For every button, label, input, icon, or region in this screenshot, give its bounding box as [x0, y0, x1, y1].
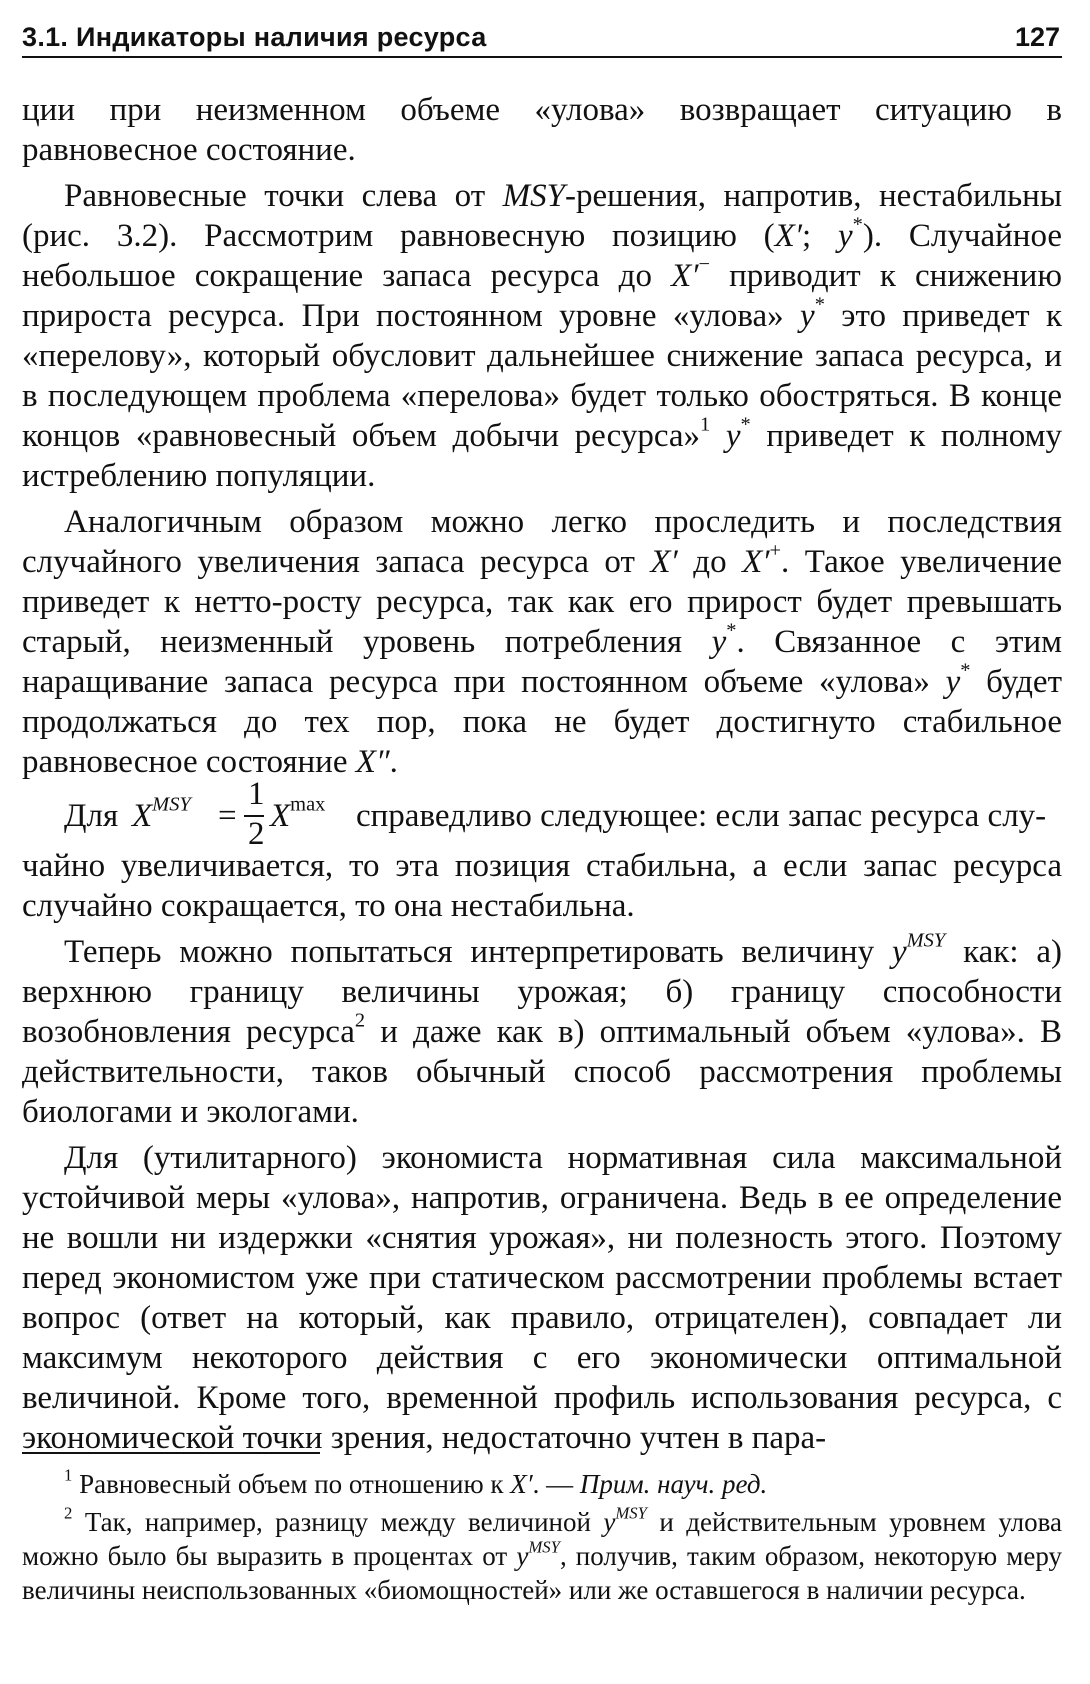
footnote-2: $^2$ Так, например, разницу между величиной $y^{MSY}$ и действительным уровнем улова можно было бы выразить в процентах от $y^{MSY}$, получив, таким образом, некоторую меру величины неиспользованных «биомощностей» или же оставшегося в наличии ресурса.	[22, 1503, 1062, 1605]
running-header	[22, 20, 1062, 58]
footnote-1: $^1$ Равновесный объем по отношению к X′. — Прим. науч. ред.	[64, 1465, 768, 1499]
paragraph-5: Теперь можно попытаться интерпретировать величину $y^{MSY}$ как: а) верхнюю границу величины урожая; б) границу способности возобновления ресурса$^2$ и даже как в) оптимальный объем «улова». В действительности, таков обычный способ рассмотрения проблемы биологами и экологами.	[22, 929, 1062, 1130]
footnote-ref-2: 2	[354, 1009, 366, 1032]
formula-lead: Для	[64, 798, 119, 834]
paragraph-6: Для (утилитарного) экономиста нормативная сила максимальной устойчивой меры «улова», напротив, ограничена. Ведь в ее определение не вошли ни издержки «снятия урожая», ни полезность этого. Поэтому перед экономистом уже при статическом рассмотрении проблемы встает вопрос (ответ на который, как правило, отрицателен), совпадает ли максимум некоторого действия с его экономически оптимальной величиной. Кроме того, временной профиль использования ресурса, с экономической точки зрения, недостаточно учтен в пара-	[22, 1140, 1062, 1456]
formula-line	[22, 776, 1062, 852]
fraction-numerator: 1	[248, 776, 265, 812]
formula-equals: =	[218, 798, 237, 834]
paragraph-2: Равновесные точки слева от MSY-решения, напротив, нестабильны (рис. 3.2). Рассмотрим равновесную позицию (X′; y*). Случайное небольшое сокращение запаса ресурса до X′− приводит к снижению прироста ресурса. При постоянном уровне «улова» y* это приведет к «перелову», который обусловит дальнейшее снижение запаса ресурса, и в последующем проблема «перелова» будет только обостряться. В конце концов «равновесный объем добычи ресурса»$^1$ y* приведет к полному истреблению популяции.	[22, 178, 1063, 494]
paragraph-3: Аналогичным образом можно легко проследить и последствия случайного увеличения запаса ресурса от X′ до X′+. Такое увеличение приведет к нетто-росту ресурса, так как его прирост будет превышать старый, неизменный уровень потребления y*. Связанное с этим наращивание запаса ресурса при постоянном объеме «улова» y* будет продолжаться до тех пор, пока не будет достигнуто стабильное равновесное состояние X″.	[22, 504, 1062, 780]
page-number: 127	[1014, 22, 1060, 52]
formula-xmax: $X^{max}$	[270, 793, 326, 834]
footnote-ref-1: 1	[700, 413, 711, 436]
section-title: 3.1. Индикаторы наличия ресурса	[22, 22, 487, 52]
paragraph-1: ции при неизменном объеме «улова» возвращает ситуацию в равновесное состояние.	[22, 92, 1062, 168]
formula-tail: справедливо следующее: если запас ресурса слу-	[356, 798, 1047, 834]
footnotes	[22, 1467, 1062, 1611]
main-text	[22, 90, 1062, 1458]
formula-x: $X^{MSY}$	[132, 793, 191, 834]
paragraph-4: чайно увеличивается, то эта позиция стабильна, а если запас ресурса случайно сокращается, то она нестабильна.	[22, 848, 1062, 924]
footnote-rule	[22, 1452, 320, 1454]
fraction-denominator: 2	[248, 816, 265, 852]
